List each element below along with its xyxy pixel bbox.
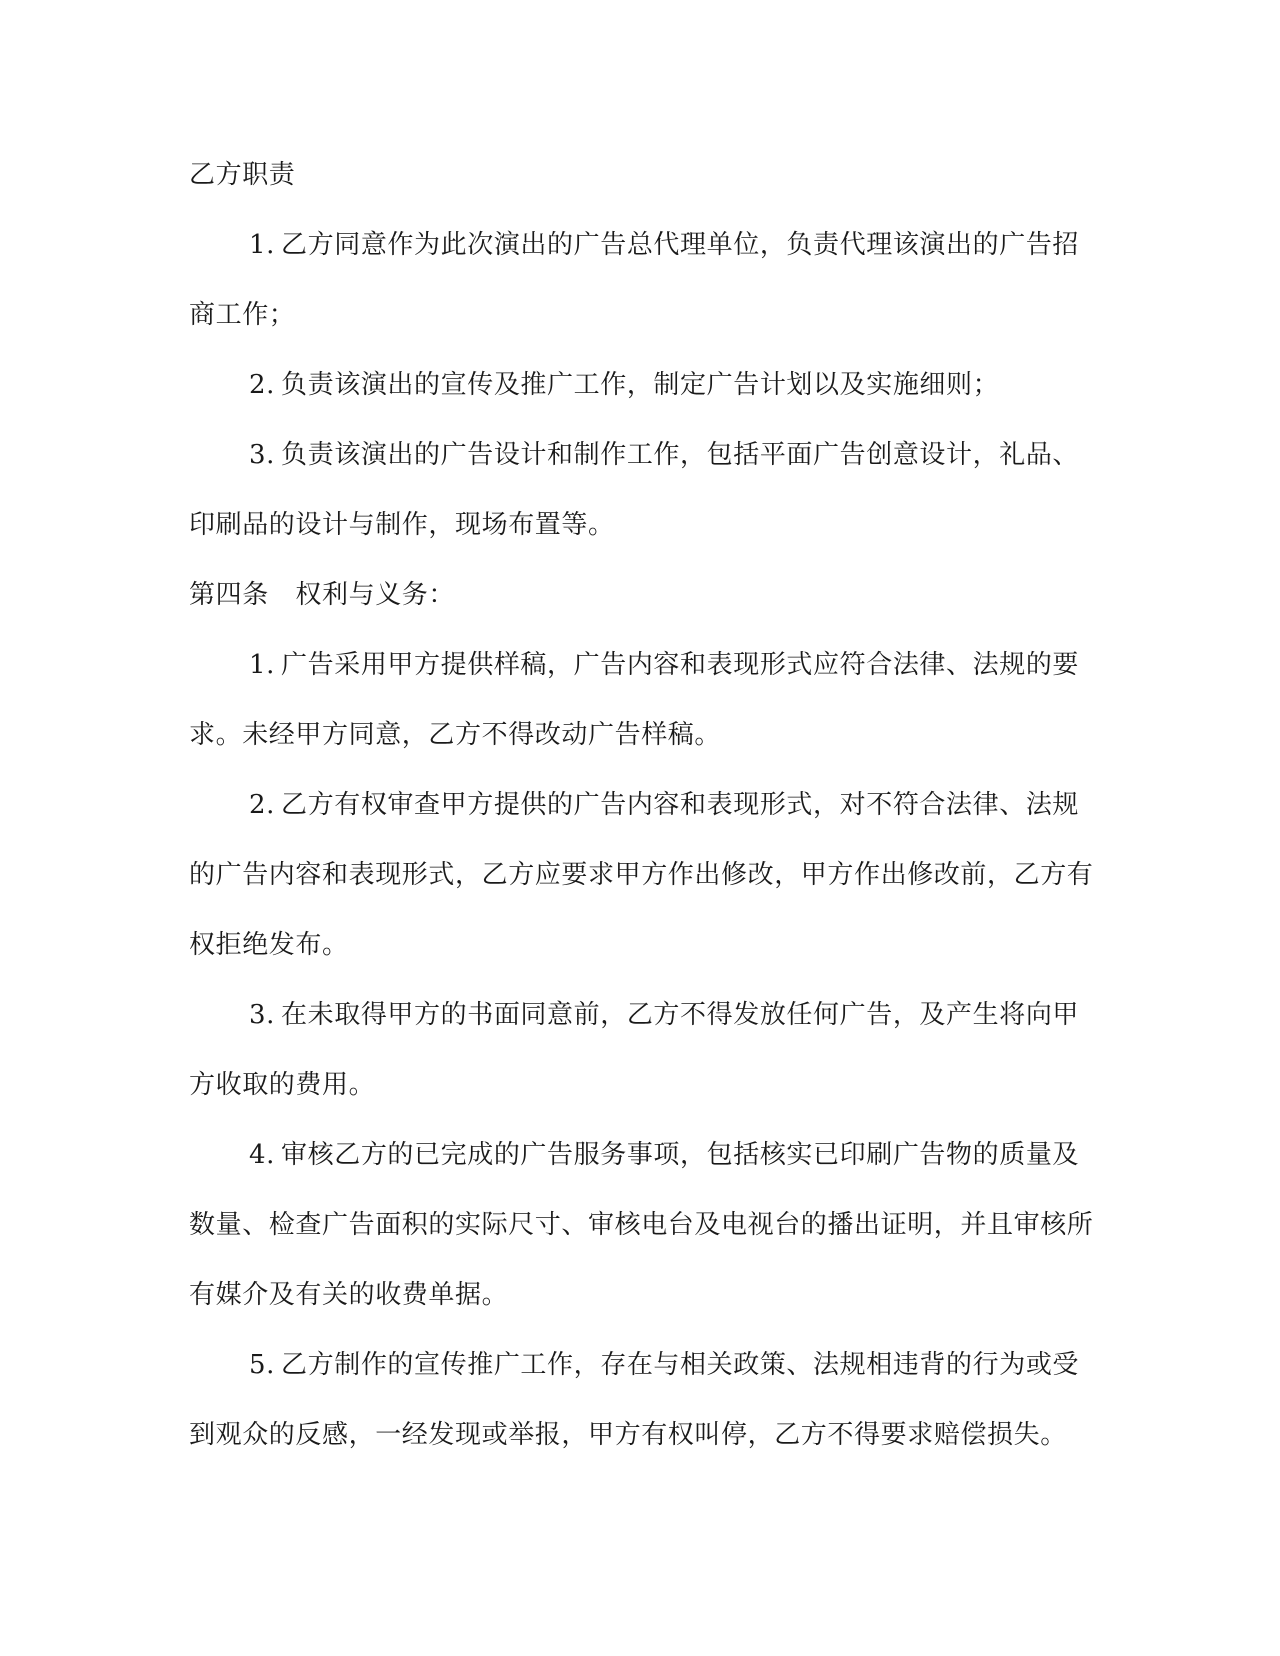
item-text: 乙方同意作为此次演出的广告总代理单位，负责代理该演出的广告招商工作； — [189, 230, 1080, 330]
item-number: 4. — [249, 1140, 276, 1170]
list-item — [189, 1120, 1099, 1330]
item-text: 广告采用甲方提供样稿，广告内容和表现形式应符合法律、法规的要求。未经甲方同意，乙方不得改动广告样稿。 — [189, 650, 1080, 750]
section-heading-party-b-duties: 乙方职责 — [189, 160, 296, 190]
item-number: 3. — [249, 1000, 276, 1030]
item-number: 5. — [249, 1350, 276, 1380]
item-number: 1. — [249, 650, 276, 680]
list-item — [189, 770, 1099, 980]
item-number: 3. — [249, 440, 276, 470]
item-text: 负责该演出的宣传及推广工作，制定广告计划以及实施细则； — [281, 370, 1000, 400]
list-item — [189, 630, 1099, 770]
item-text: 在未取得甲方的书面同意前，乙方不得发放任何广告，及产生将向甲方收取的费用。 — [189, 1000, 1080, 1100]
list-item — [189, 420, 1099, 560]
item-text: 负责该演出的广告设计和制作工作，包括平面广告创意设计，礼品、印刷品的设计与制作，现场布置等。 — [189, 440, 1080, 540]
list-item — [189, 210, 1099, 350]
item-number: 1. — [249, 230, 276, 260]
list-item — [189, 1330, 1099, 1470]
item-number: 2. — [249, 790, 276, 820]
item-text: 乙方制作的宣传推广工作，存在与相关政策、法规相违背的行为或受到观众的反感，一经发现或举报，甲方有权叫停，乙方不得要求赔偿损失。 — [189, 1350, 1080, 1450]
item-number: 2. — [249, 370, 276, 400]
section-heading-article-4: 第四条 权利与义务： — [189, 580, 456, 610]
document-page — [189, 140, 1099, 1470]
list-item — [189, 350, 1099, 420]
item-text: 审核乙方的已完成的广告服务事项，包括核实已印刷广告物的质量及数量、检查广告面积的实际尺寸、审核电台及电视台的播出证明，并且审核所有媒介及有关的收费单据。 — [189, 1140, 1094, 1310]
item-text: 乙方有权审查甲方提供的广告内容和表现形式，对不符合法律、法规的广告内容和表现形式，乙方应要求甲方作出修改，甲方作出修改前，乙方有权拒绝发布。 — [189, 790, 1094, 960]
list-item — [189, 980, 1099, 1120]
